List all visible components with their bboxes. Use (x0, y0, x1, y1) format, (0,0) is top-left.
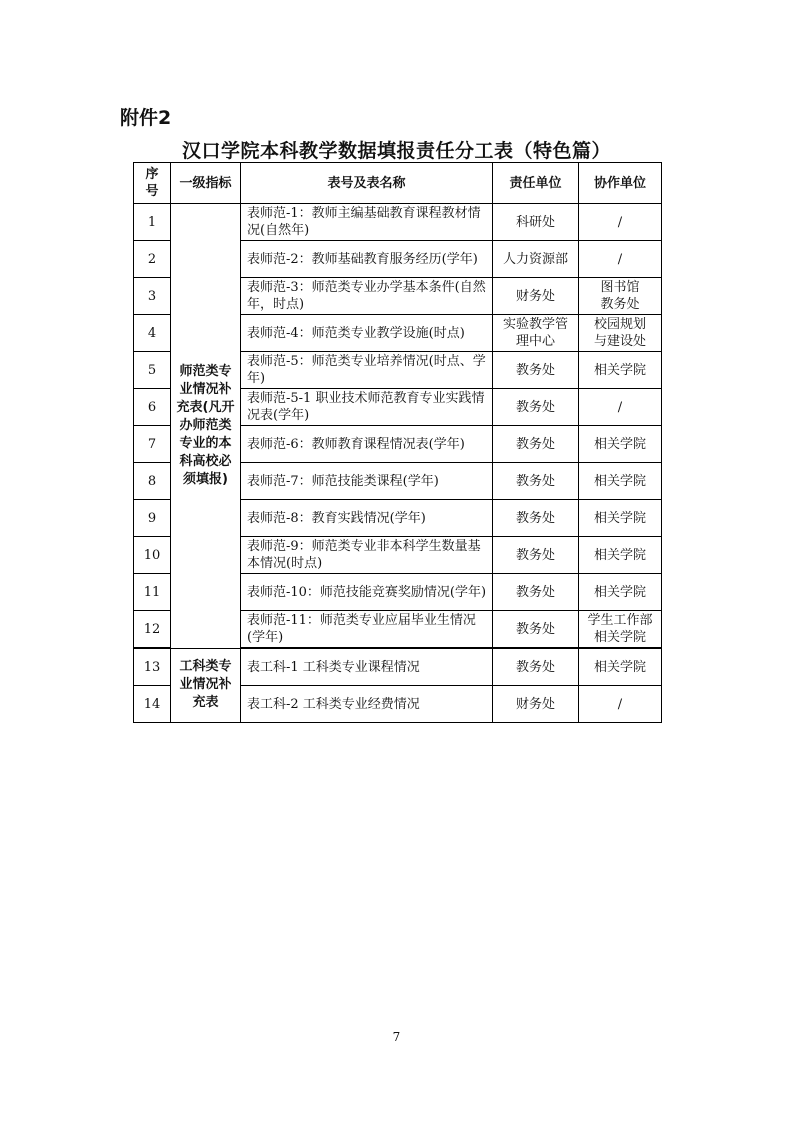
form-cell: 表师范-3：师范类专业办学基本条件(自然年，时点) (241, 278, 493, 315)
responsible-cell: 教务处 (493, 574, 579, 611)
assisting-cell: / (579, 204, 662, 241)
responsible-cell: 财务处 (493, 278, 579, 315)
assisting-cell: 相关学院 (579, 537, 662, 574)
header-responsible: 责任单位 (493, 163, 579, 204)
form-cell: 表师范-4：师范类专业教学设施(时点) (241, 315, 493, 352)
form-cell: 表师范-5-1 职业技术师范教育专业实践情况表(学年) (241, 389, 493, 426)
responsible-cell: 教务处 (493, 389, 579, 426)
responsible-cell: 教务处 (493, 426, 579, 463)
header-form: 表号及表名称 (241, 163, 493, 204)
form-cell: 表师范-7：师范技能类课程(学年) (241, 463, 493, 500)
seq-cell: 2 (134, 241, 171, 278)
form-cell: 表师范-8：教育实践情况(学年) (241, 500, 493, 537)
seq-cell: 4 (134, 315, 171, 352)
responsible-cell: 教务处 (493, 463, 579, 500)
form-cell: 表工科-1 工科类专业课程情况 (241, 648, 493, 686)
assisting-cell: / (579, 686, 662, 723)
assisting-cell: 相关学院 (579, 426, 662, 463)
responsible-cell: 教务处 (493, 537, 579, 574)
responsible-cell: 教务处 (493, 648, 579, 686)
assisting-cell: 校园规划与建设处 (579, 315, 662, 352)
responsibility-table (133, 162, 662, 723)
table-row (134, 648, 662, 686)
assisting-cell: 相关学院 (579, 500, 662, 537)
header-category: 一级指标 (171, 163, 241, 204)
seq-cell: 12 (134, 611, 171, 649)
assisting-cell: 相关学院 (579, 648, 662, 686)
responsible-cell: 财务处 (493, 686, 579, 723)
seq-cell: 13 (134, 648, 171, 686)
form-cell: 表工科-2 工科类专业经费情况 (241, 686, 493, 723)
assisting-cell: 相关学院 (579, 463, 662, 500)
responsible-cell: 教务处 (493, 611, 579, 649)
assisting-cell: 相关学院 (579, 574, 662, 611)
form-cell: 表师范-6：教师教育课程情况表(学年) (241, 426, 493, 463)
category-cell-engineering: 工科类专业情况补充表 (171, 648, 241, 723)
seq-cell: 5 (134, 352, 171, 389)
responsible-cell: 实验教学管理中心 (493, 315, 579, 352)
seq-cell: 7 (134, 426, 171, 463)
responsible-cell: 人力资源部 (493, 241, 579, 278)
seq-cell: 11 (134, 574, 171, 611)
assisting-cell: 学生工作部 相关学院 (579, 611, 662, 649)
seq-cell: 9 (134, 500, 171, 537)
category-cell-normal: 师范类专业情况补充表(凡开办师范类专业的本科高校必须填报) (171, 204, 241, 649)
seq-cell: 3 (134, 278, 171, 315)
form-cell: 表师范-5：师范类专业培养情况(时点、学年) (241, 352, 493, 389)
assisting-cell: / (579, 389, 662, 426)
form-cell: 表师范-9：师范类专业非本科学生数量基本情况(时点) (241, 537, 493, 574)
responsible-cell: 教务处 (493, 352, 579, 389)
assisting-cell: 相关学院 (579, 352, 662, 389)
assisting-cell: / (579, 241, 662, 278)
form-cell: 表师范-11：师范类专业应届毕业生情况(学年) (241, 611, 493, 649)
responsible-cell: 科研处 (493, 204, 579, 241)
assisting-cell: 图书馆 教务处 (579, 278, 662, 315)
page-number: 7 (392, 1030, 401, 1044)
form-cell: 表师范-2：教师基础教育服务经历(学年) (241, 241, 493, 278)
seq-cell: 8 (134, 463, 171, 500)
form-cell: 表师范-1：教师主编基础教育课程教材情况(自然年) (241, 204, 493, 241)
attachment-label: 附件2 (120, 107, 172, 129)
seq-cell: 14 (134, 686, 171, 723)
seq-cell: 1 (134, 204, 171, 241)
document-title: 汉口学院本科教学数据填报责任分工表（特色篇） (181, 140, 611, 162)
header-assisting: 协作单位 (579, 163, 662, 204)
responsible-cell: 教务处 (493, 500, 579, 537)
seq-cell: 10 (134, 537, 171, 574)
header-seq: 序号 (134, 163, 171, 204)
table-row (134, 204, 662, 241)
seq-cell: 6 (134, 389, 171, 426)
form-cell: 表师范-10：师范技能竞赛奖励情况(学年) (241, 574, 493, 611)
